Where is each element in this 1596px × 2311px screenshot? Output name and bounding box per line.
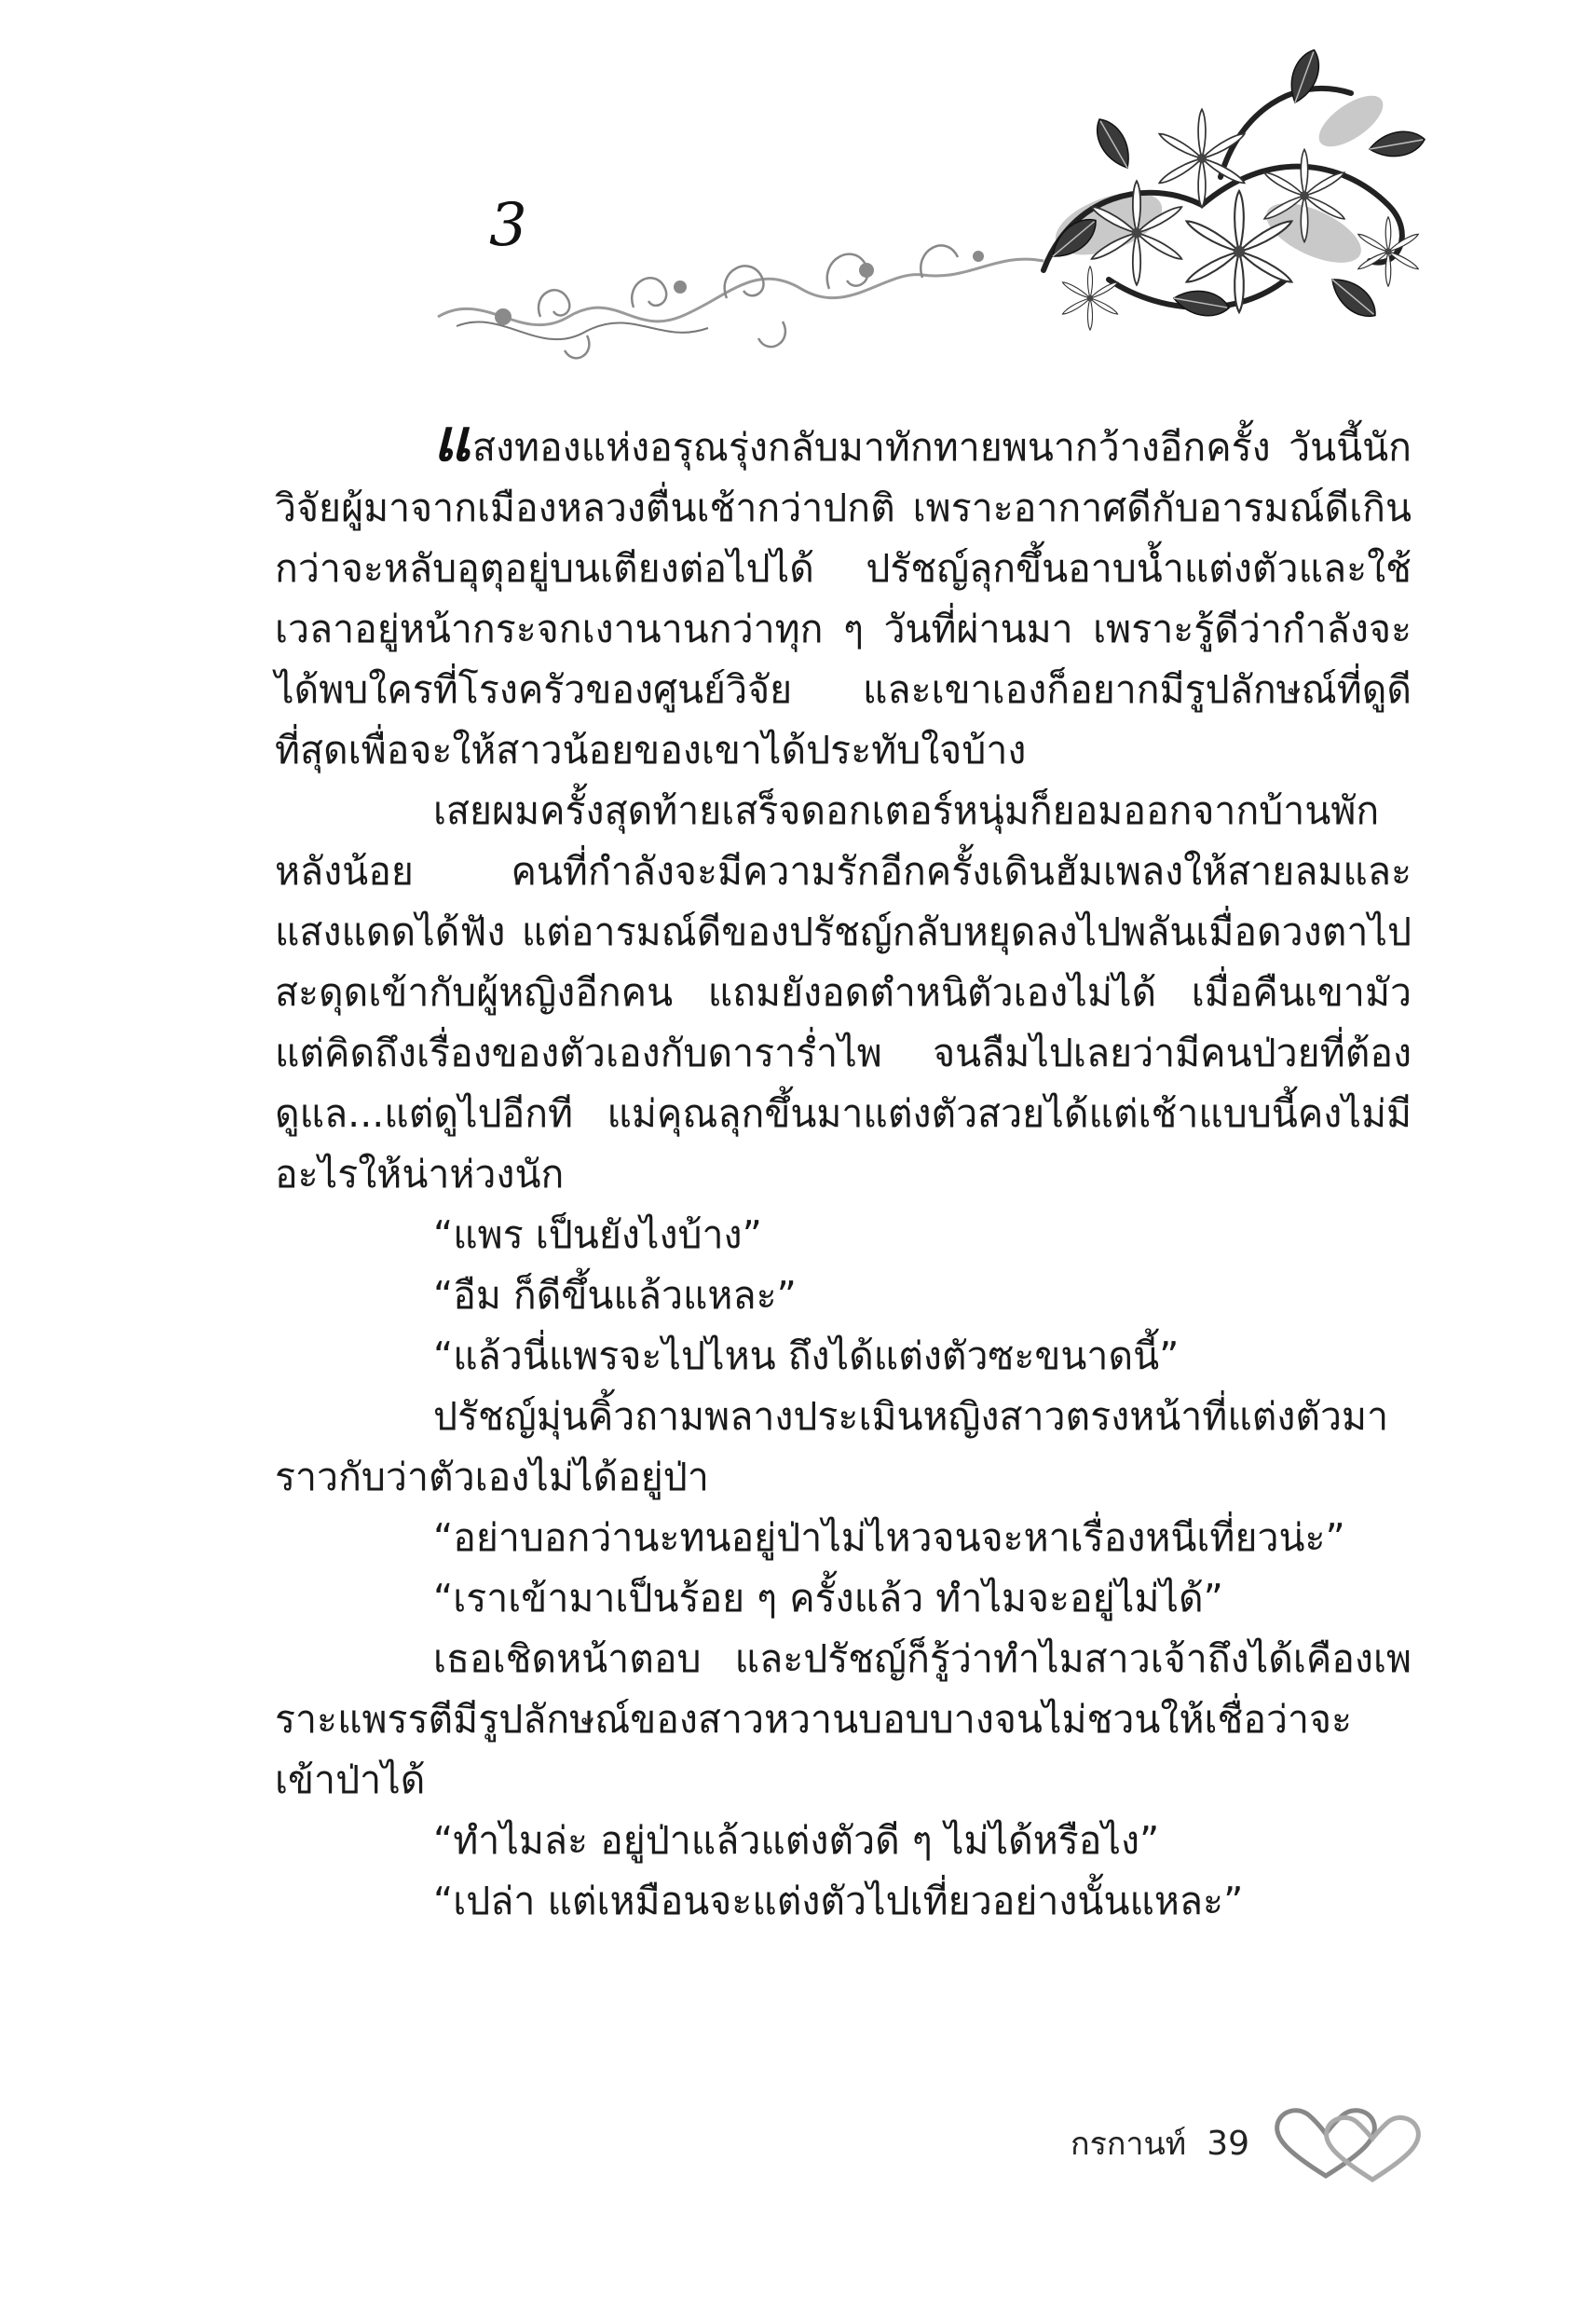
paragraph-1	[275, 406, 1412, 781]
dialogue-line: “อย่าบอกว่านะทนอยู่ป่าไม่ไหวจนจะหาเรื่องหนีเที่ยวน่ะ”	[433, 1515, 1345, 1560]
dialogue-line: “แพร เป็นยังไงบ้าง”	[433, 1212, 762, 1257]
chapter-body	[275, 406, 1412, 1932]
dialogue-line: “ทำไมล่ะ อยู่ป่าแล้วแต่งตัวดี ๆ ไม่ได้หรือไง”	[433, 1818, 1160, 1863]
chapter-number: 3	[489, 191, 527, 260]
page-footer	[1071, 2101, 1428, 2185]
page-number: 39	[1207, 2124, 1249, 2163]
paragraph-text: สงทองแห่งอรุณรุ่งกลับมาทักทายพนากว้างอีกครั้ง วันนี้นักวิจัยผู้มาจากเมืองหลวงตื่นเช้ากว่าปกติ เพราะอากาศดีกับอารมณ์ดีเกินกว่าจะหลับอุตุอยู่บนเตียงต่อไปได้ ปรัชญ์ลุกขึ้นอาบน้ำแต่งตัวและใช้เวลาอยู่หน้ากระจกเงานานกว่าทุก ๆ วันที่ผ่านมา เพราะรู้ดีว่ากำลังจะได้พบใครที่โรงครัวของศูนย์วิจัย และเขาเองก็อยากมีรูปลักษณ์ที่ดูดีที่สุดเพื่อจะให้สาวน้อยของเขาได้ประทับใจบ้าง	[275, 425, 1412, 773]
dialogue-line: “เราเข้ามาเป็นร้อย ๆ ครั้งแล้ว ทำไมจะอยู่ไม่ได้”	[433, 1576, 1223, 1620]
double-heart-icon	[1270, 2101, 1428, 2185]
running-footer-title: กรกานท์	[1071, 2126, 1187, 2163]
drop-cap: แ	[433, 406, 471, 474]
dialogue-line: “แล้วนี่แพรจะไปไหน ถึงได้แต่งตัวซะขนาดนี้”	[433, 1333, 1180, 1378]
floral-ornament-icon	[401, 37, 1435, 382]
dialogue-line: “เปล่า แต่เหมือนจะแต่งตัวไปเที่ยวอย่างนั้นแหละ”	[433, 1879, 1244, 1923]
paragraph-4: เธอเชิดหน้าตอบ และปรัชญ์ก็รู้ว่าทำไมสาวเจ้าถึงได้เคืองเพราะแพรรตีมีรูปลักษณ์ของสาวหวานบอบบางจนไม่ชวนให้เชื่อว่าจะเข้าป่าได้	[275, 1636, 1412, 1802]
paragraph-3: ปรัชญ์มุ่นคิ้วถามพลางประเมินหญิงสาวตรงหน้าที่แต่งตัวมาราวกับว่าตัวเองไม่ได้อยู่ป่า	[275, 1394, 1389, 1499]
dialogue-line: “อืม ก็ดีขึ้นแล้วแหละ”	[433, 1273, 797, 1318]
paragraph-2: เสยผมครั้งสุดท้ายเสร็จดอกเตอร์หนุ่มก็ยอมออกจากบ้านพักหลังน้อย คนที่กำลังจะมีความรักอีกครั้งเดินฮัมเพลงให้สายลมและแสงแดดได้ฟัง แต่อารมณ์ดีของปรัชญ์กลับหยุดลงไปพลันเมื่อดวงตาไปสะดุดเข้ากับผู้หญิงอีกคน แถมยังอดตำหนิตัวเองไม่ได้ เมื่อคืนเขามัวแต่คิดถึงเรื่องของตัวเองกับดาราร่ำไพ จนลืมไปเลยว่ามีคนป่วยที่ต้องดูแล...แต่ดูไปอีกที แม่คุณลุกขึ้นมาแต่งตัวสวยได้แต่เช้าแบบนี้คงไม่มีอะไรให้น่าห่วงนัก	[275, 788, 1412, 1197]
